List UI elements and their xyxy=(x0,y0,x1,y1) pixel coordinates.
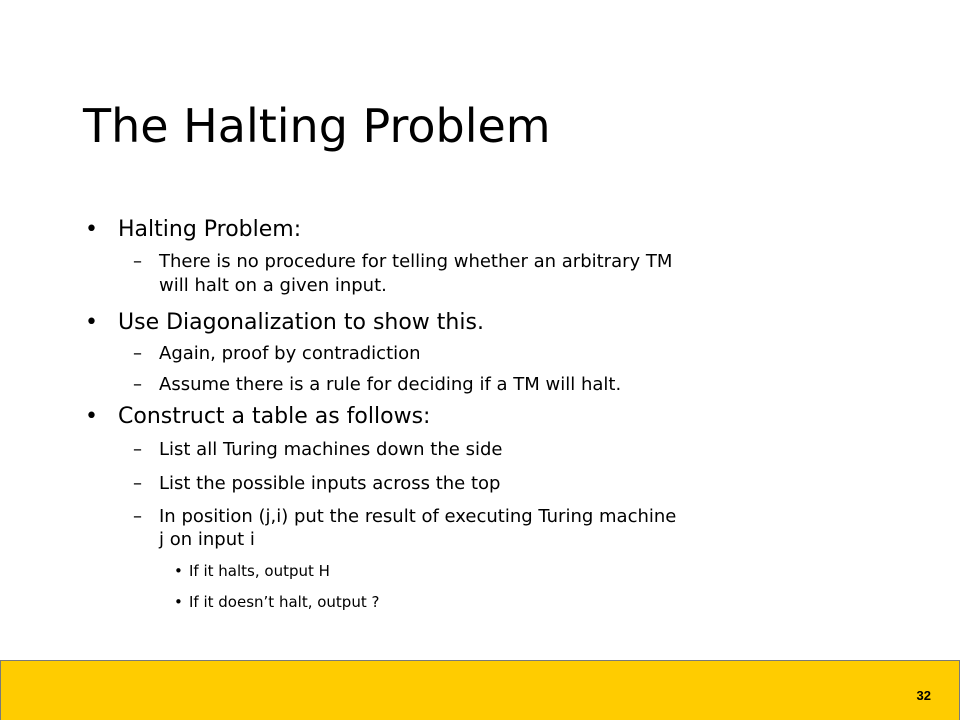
dash-marker: – xyxy=(133,473,142,494)
subsubbullet-doesnt-halt: If it doesn’t halt, output ? xyxy=(189,593,380,611)
subbullet-list-inputs: List the possible inputs across the top xyxy=(159,473,501,494)
subbullet-position-line1: In position (j,i) put the result of executing Turing machine xyxy=(159,506,677,527)
subbullet-no-procedure-line2: will halt on a given input. xyxy=(159,275,387,296)
subbullet-list-machines: List all Turing machines down the side xyxy=(159,439,503,460)
bullet-diagonalization: Use Diagonalization to show this. xyxy=(118,310,484,335)
bullet-marker: • xyxy=(85,404,98,429)
dash-marker: – xyxy=(133,374,142,395)
page-number: 32 xyxy=(916,688,931,703)
dash-marker: – xyxy=(133,439,142,460)
subbullet-proof-by-contradiction: Again, proof by contradiction xyxy=(159,343,421,364)
slide-title: The Halting Problem xyxy=(83,99,551,153)
subbullet-position-line2: j on input i xyxy=(159,529,255,550)
dash-marker: – xyxy=(133,251,142,272)
bullet-marker: • xyxy=(85,217,98,242)
subbullet-no-procedure-line1: There is no procedure for telling whether an arbitrary TM xyxy=(159,251,673,272)
bullet-construct-table: Construct a table as follows: xyxy=(118,404,431,429)
subbullet-assume-rule: Assume there is a rule for deciding if a TM will halt. xyxy=(159,374,622,395)
bullet-marker: • xyxy=(85,310,98,335)
dash-marker: – xyxy=(133,506,142,527)
bullet-marker-small: • xyxy=(174,593,183,611)
footer-bar xyxy=(0,660,960,720)
subsubbullet-halts: If it halts, output H xyxy=(189,562,330,580)
bullet-marker-small: • xyxy=(174,562,183,580)
dash-marker: – xyxy=(133,343,142,364)
bullet-halting-problem: Halting Problem: xyxy=(118,217,302,242)
